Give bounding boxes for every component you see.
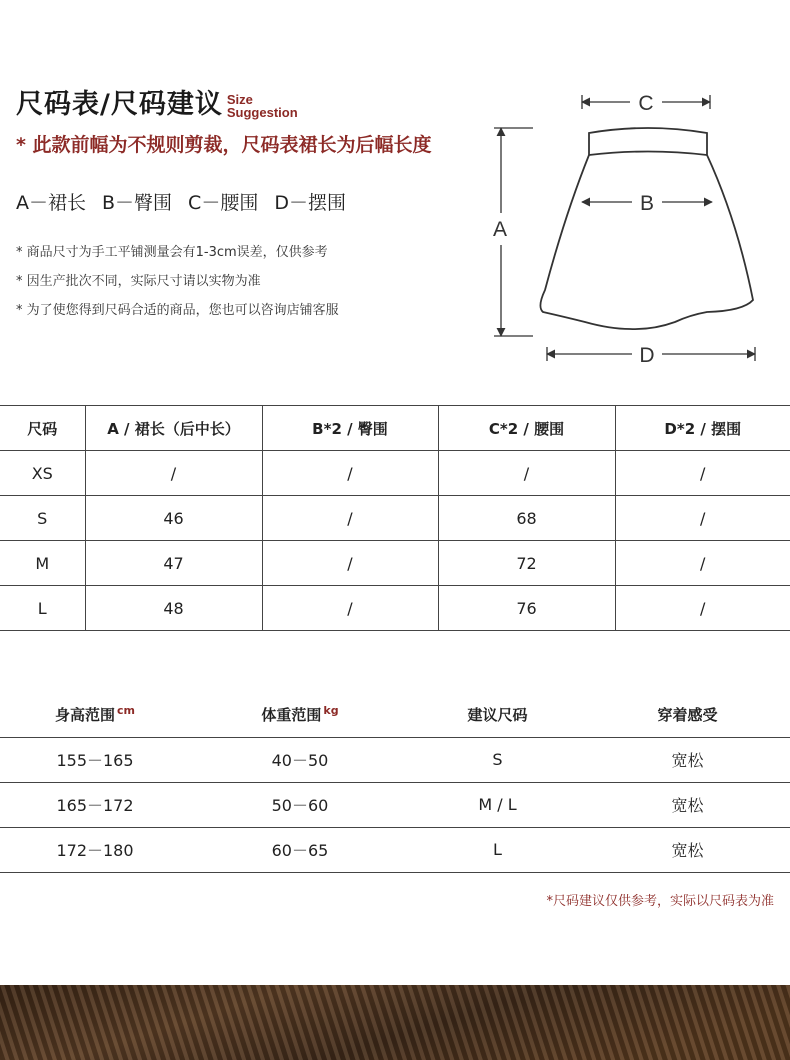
- table-row: [0, 541, 790, 586]
- table-cell: 172－180: [0, 827, 190, 872]
- header-cell: [190, 692, 410, 737]
- legend-c: C－腰围: [188, 192, 259, 214]
- table-cell: 72: [438, 541, 615, 586]
- header-cell: 穿着感受: [585, 692, 790, 737]
- title-subtitle: [227, 93, 298, 122]
- table-cell: 68: [438, 496, 615, 541]
- subtitle-line-2: Suggestion: [226, 105, 298, 120]
- table-header-row: [0, 406, 790, 451]
- label-b: B: [639, 192, 655, 215]
- table-cell: /: [615, 541, 790, 586]
- header-cell: [0, 692, 190, 737]
- header-cell: D*2 / 摆围: [615, 406, 790, 451]
- table-cell: /: [438, 451, 615, 496]
- header-cell: 尺码: [0, 406, 85, 451]
- label-c: C: [638, 92, 654, 115]
- recommendation-table: [0, 692, 790, 873]
- table-cell: /: [615, 451, 790, 496]
- table-cell: /: [262, 496, 438, 541]
- skirt-outline: [589, 128, 707, 155]
- table-cell: 165－172: [0, 782, 190, 827]
- table-cell: /: [615, 586, 790, 631]
- table-cell: M / L: [410, 782, 585, 827]
- table-cell: XS: [0, 451, 85, 496]
- table-cell: 40－50: [190, 737, 410, 782]
- header-cell: 建议尺码: [410, 692, 585, 737]
- table-row: [0, 827, 790, 872]
- header-cell: C*2 / 腰围: [438, 406, 615, 451]
- header-cell: A / 裙长（后中长）: [85, 406, 262, 451]
- table-cell: M: [0, 541, 85, 586]
- table-row: [0, 586, 790, 631]
- table-cell: 宽松: [585, 737, 790, 782]
- size-table: [0, 405, 790, 631]
- table-cell: 155－165: [0, 737, 190, 782]
- note-item: * 为了使您得到尺码合适的商品，您也可以咨询店铺客服: [16, 303, 339, 318]
- table-row: [0, 782, 790, 827]
- table-cell: 47: [85, 541, 262, 586]
- table-cell: /: [262, 541, 438, 586]
- skirt-diagram: [485, 85, 775, 375]
- legend-d: D－摆围: [274, 192, 346, 214]
- table-cell: /: [615, 496, 790, 541]
- table-cell: /: [262, 586, 438, 631]
- table-cell: /: [85, 451, 262, 496]
- table-header-row: [0, 692, 790, 737]
- unit-cm: cm: [117, 703, 135, 717]
- cut-notice: * 此款前幅为不规则剪裁，尺码表裙长为后幅长度: [16, 134, 432, 156]
- legend-a: A－裙长: [16, 192, 86, 214]
- table-row: [0, 496, 790, 541]
- page-title: [16, 88, 298, 122]
- table-cell: 48: [85, 586, 262, 631]
- measurement-notes: [16, 238, 339, 325]
- table-cell: 76: [438, 586, 615, 631]
- skirt-body: [540, 155, 753, 329]
- fabric-ribs: [0, 985, 790, 1060]
- legend-b: B－臀围: [102, 192, 173, 214]
- unit-kg: kg: [323, 703, 339, 717]
- measurement-legend: [16, 189, 362, 217]
- table-cell: 宽松: [585, 782, 790, 827]
- footnote: *尺码建议仅供参考，实际以尺码表为准: [546, 894, 774, 909]
- table-cell: 宽松: [585, 827, 790, 872]
- table-cell: /: [262, 451, 438, 496]
- weight-header: 体重范围: [261, 705, 322, 724]
- table-cell: 46: [85, 496, 262, 541]
- note-item: * 因生产批次不同，实际尺寸请以实物为准: [16, 274, 261, 289]
- note-item: * 商品尺寸为手工平铺测量会有1-3cm误差，仅供参考: [16, 245, 328, 260]
- table-cell: S: [0, 496, 85, 541]
- table-cell: 50－60: [190, 782, 410, 827]
- label-d: D: [639, 344, 655, 367]
- table-cell: S: [410, 737, 585, 782]
- title-text: 尺码表/尺码建议: [16, 89, 223, 120]
- header-cell: B*2 / 臀围: [262, 406, 438, 451]
- table-cell: L: [0, 586, 85, 631]
- table-cell: 60－65: [190, 827, 410, 872]
- table-row: [0, 737, 790, 782]
- height-header: 身高范围: [55, 705, 116, 724]
- fabric-texture: [0, 985, 790, 1060]
- table-row: [0, 451, 790, 496]
- label-a: A: [492, 218, 508, 241]
- table-cell: L: [410, 827, 585, 872]
- subtitle-line-1: Size: [226, 92, 253, 107]
